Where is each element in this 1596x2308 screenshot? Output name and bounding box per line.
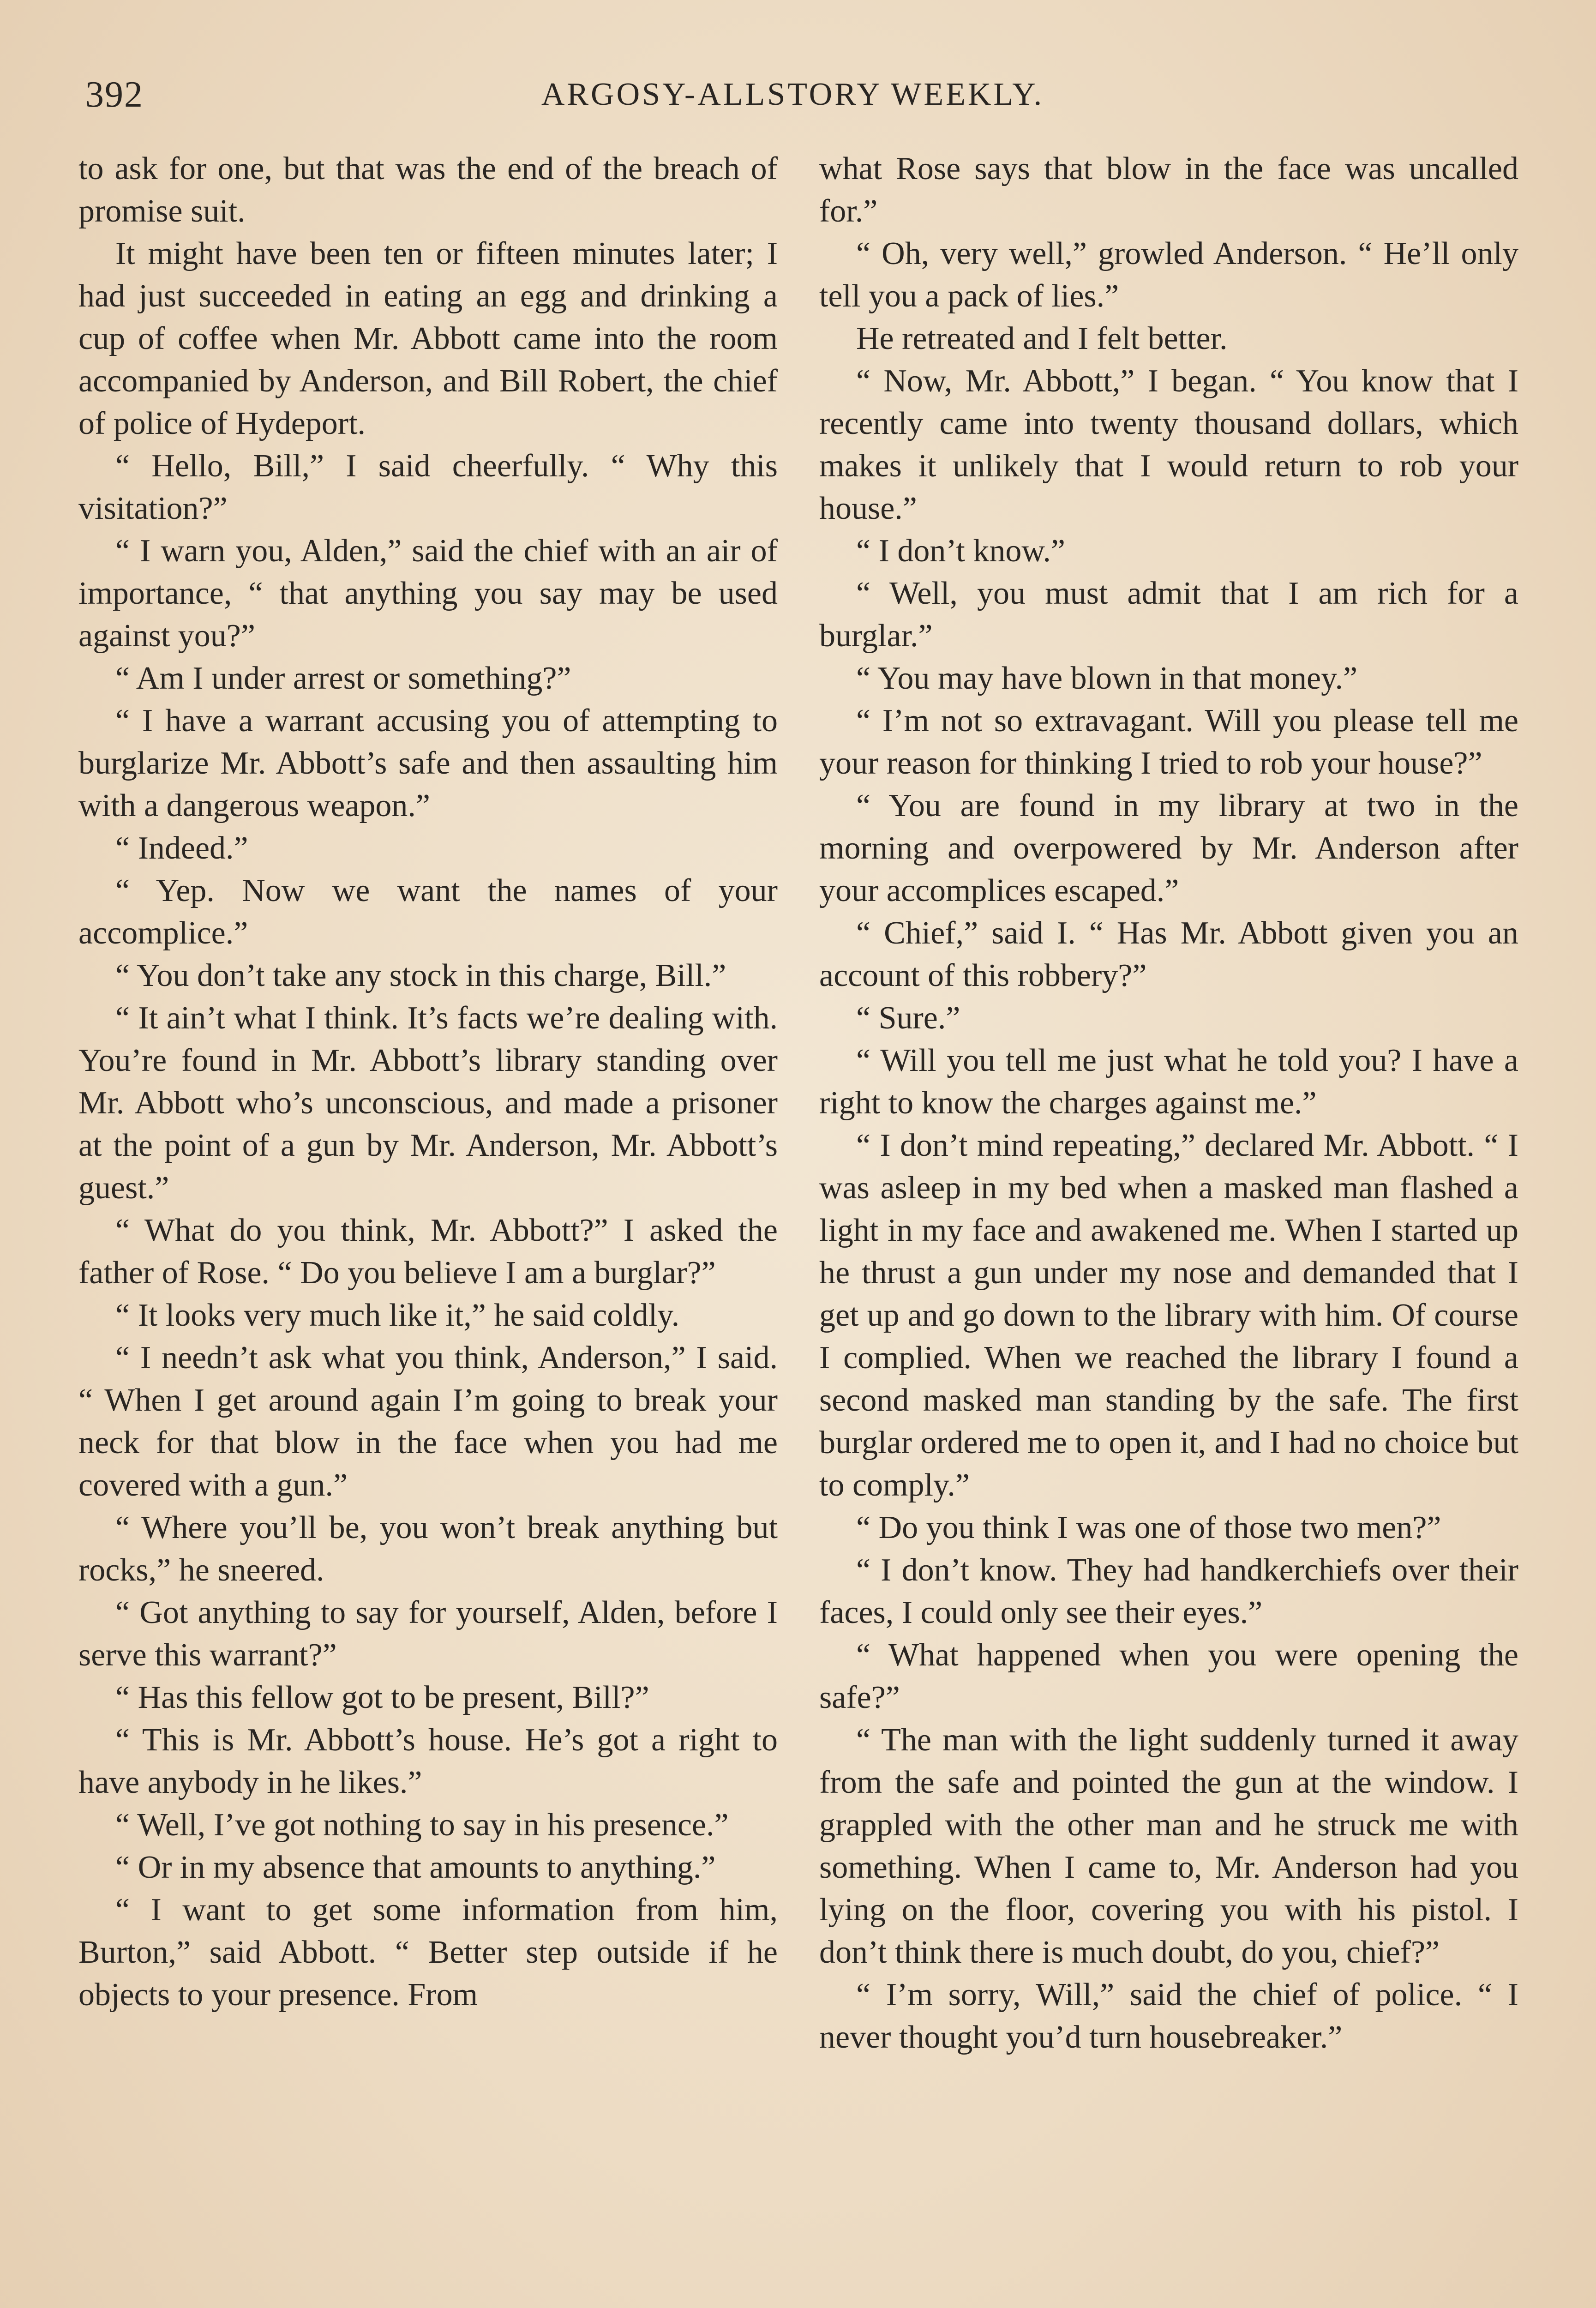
paragraph: “ Or in my absence that amounts to anything.” (115, 1850, 716, 1885)
paragraph: “ You are found in my library at two in the morning and overpowered by Mr. Anderson after your accomplices escaped.” (819, 788, 1518, 908)
paragraph: “ Oh, very well,” growled Anderson. “ He’ll only tell you a pack of lies.” (819, 236, 1518, 314)
paragraph: “ I don’t know.” (856, 533, 1065, 569)
paragraph: “ I don’t mind repeating,” declared Mr. Abbott. “ I was asleep in my bed when a masked man flashed a light in my face and awakened me. When I started up he thrust a gun under my nose and demanded that I get up and go down to the library with him. Of course I complied. When we reached the library I found a second masked man standing by the safe. The first burglar ordered me to open it, and I had no choice but to comply.” (819, 1128, 1518, 1503)
left-column (78, 148, 778, 2016)
paragraph: It might have been ten or fifteen minutes later; I had just succeeded in eating an egg and drinking a cup of coffee when Mr. Abbott came into the room accompanied by Anderson, and Bill Robert, the chief of police of Hydeport. (78, 236, 778, 441)
paragraph: “ You don’t take any stock in this charge, Bill.” (115, 958, 726, 993)
paragraph: what Rose says that blow in the face was uncalled for.” (819, 151, 1518, 229)
running-title: ARGOSY-ALLSTORY WEEKLY. (541, 77, 1044, 112)
paragraph: He retreated and I felt better. (856, 321, 1228, 356)
paragraph: “ Am I under arrest or something?” (115, 661, 571, 696)
paragraph: “ Do you think I was one of those two men?” (856, 1510, 1441, 1545)
paragraph: “ Where you’ll be, you won’t break anything but rocks,” he sneered. (78, 1510, 778, 1588)
paragraph: “ The man with the light suddenly turned it away from the safe and pointed the gun at the window. I grappled with the other man and he struck me with something. When I came to, Mr. Anderson had you lying on the floor, covering you with his pistol. I don’t think there is much doubt, do you, chief?” (819, 1722, 1518, 1970)
paragraph: “ Well, you must admit that I am rich for a burglar.” (819, 576, 1518, 654)
paragraph: “ It ain’t what I think. It’s facts we’re dealing with. You’re found in Mr. Abbott’s library standing over Mr. Abbott who’s unconscious, and made a prisoner at the point of a gun by Mr. Anderson, Mr. Abbott’s guest.” (78, 1000, 778, 1206)
paragraph: “ I have a warrant accusing you of attempting to burglarize Mr. Abbott’s safe and then assaulting him with a dangerous weapon.” (78, 703, 778, 823)
paragraph: “ I’m sorry, Will,” said the chief of police. “ I never thought you’d turn housebreaker.” (819, 1977, 1518, 2055)
paragraph: “ I needn’t ask what you think, Anderson,” I said. “ When I get around again I’m going to break your neck for that blow in the face when you had me covered with a gun.” (78, 1340, 778, 1503)
paragraph: “ I warn you, Alden,” said the chief with an air of importance, “ that anything you say may be used against you?” (78, 533, 778, 654)
paragraph: “ What do you think, Mr. Abbott?” I asked the father of Rose. “ Do you believe I am a burglar?” (78, 1213, 778, 1291)
paragraph: “ I want to get some information from him, Burton,” said Abbott. “ Better step outside if he objects to your presence. From (78, 1892, 778, 2013)
paragraph: “ It looks very much like it,” he said coldly. (115, 1298, 680, 1333)
right-column (819, 148, 1518, 2059)
paragraph: “ Well, I’ve got nothing to say in his presence.” (115, 1807, 729, 1843)
paragraph: “ This is Mr. Abbott’s house. He’s got a right to have anybody in he likes.” (78, 1722, 778, 1800)
paragraph: “ I don’t know. They had handkerchiefs over their faces, I could only see their eyes.” (819, 1552, 1518, 1630)
paragraph: “ Chief,” said I. “ Has Mr. Abbott given you an account of this robbery?” (819, 915, 1518, 993)
paragraph: “ Indeed.” (115, 830, 248, 866)
page-number: 392 (85, 74, 144, 115)
paragraph: “ Sure.” (856, 1000, 960, 1036)
paragraph: “ What happened when you were opening the safe?” (819, 1637, 1518, 1715)
paragraph: “ You may have blown in that money.” (856, 661, 1358, 696)
paragraph: “ Got anything to say for yourself, Alden, before I serve this warrant?” (78, 1595, 778, 1673)
paragraph: “ Now, Mr. Abbott,” I began. “ You know that I recently came into twenty thousand dollars, which makes it unlikely that I would return to rob your house.” (819, 363, 1518, 526)
paragraph: to ask for one, but that was the end of the breach of promise suit. (78, 151, 778, 229)
paragraph: “ Hello, Bill,” I said cheerfully. “ Why this visitation?” (78, 448, 778, 526)
paragraph: “ Will you tell me just what he told you? I have a right to know the charges against me.” (819, 1043, 1518, 1121)
paragraph: “ Yep. Now we want the names of your accomplice.” (78, 873, 778, 951)
paragraph: “ Has this fellow got to be present, Bill?” (115, 1680, 649, 1715)
paragraph: “ I’m not so extravagant. Will you please tell me your reason for thinking I tried to rob your house?” (819, 703, 1518, 781)
page-header (85, 69, 1500, 120)
